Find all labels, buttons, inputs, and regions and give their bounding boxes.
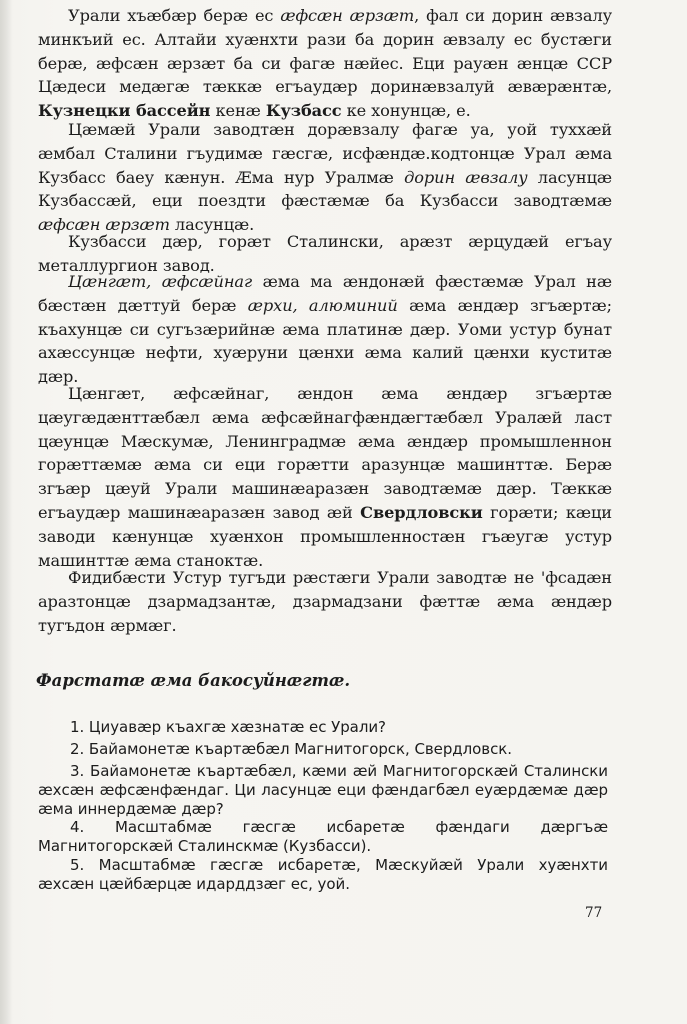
text-run: æма ма æндонæй фæстæмæ Урал нæ бæстæн дæттуй берæ bbox=[38, 272, 612, 315]
italic-term: æфсæн æрзæт bbox=[280, 6, 415, 25]
question-item: 2. Байамонетæ къартæбæл Магнитогорск, Свердловск. bbox=[70, 740, 513, 758]
text-run: Кузбасси дæр, горæт Сталински, арæзт æрцудæй егъау металлургион завод. bbox=[38, 232, 612, 275]
text-run: Цæнгæт, æфсæйнаг, æндон æма æндæр згъæртæ цæугæдæнттæбæл æма æфсæйнагфæндæгтæбæл Уралæй ласт цæунцæ Мæскумæ, Ленинградмæ æма æндæр промышленнон горæттæмæ æма си еци горæтти аразунцæ машинттæ. Берæ згъæр цæуй Урали машинæаразæн заводтæмæ дæр. Тæккæ егъаудæр машинæаразæн завод æй bbox=[38, 384, 612, 522]
text-run: Цæмæй Урали заводтæн дорæвзалу фагæ уа, уой туххæй æмбал Сталини гъудимæ гæсгæ, исфæндæ.кодтонцæ Урал æма Кузбасс баеу кæнун. Æма нур Уралмæ bbox=[38, 120, 612, 187]
paragraph bbox=[38, 118, 612, 237]
bold-term: Свердловски bbox=[360, 502, 483, 522]
paragraph bbox=[38, 270, 612, 389]
section-heading: Фарстатæ æма бакосуйнæгтæ. bbox=[36, 671, 351, 690]
bold-term: Кузбасс bbox=[265, 101, 342, 121]
text-run: кенæ bbox=[210, 101, 266, 121]
question-item: 1. Циуавæр къахгæ хæзнатæ ес Урали? bbox=[70, 718, 386, 736]
italic-term: æфсæн æрзæт bbox=[38, 215, 170, 235]
question-item: 3. Байамонетæ къартæбæл, кæми æй Магнитогорскæй Сталински æхсæн æфсæнфæндаг. Ци ласунцæ еци фæндагбæл еуæрдæмæ дæр æма иннердæмæ дæр? bbox=[38, 762, 608, 818]
page-number: 77 bbox=[585, 905, 603, 921]
question-item: 5. Масштабмæ гæсгæ исбаретæ, Мæскуйæй Урали хуæнхти æхсæн цæйбæрцæ идарддзæг ес, уой. bbox=[38, 856, 608, 893]
text-run: , фал си дорин æвзалу минкъий ес. Алтайи хуæнхти рази ба дорин æвзалу ес бустæги берæ, æфсæн æрзæт ба си фагæ нæйес. Еци рауæн æнцæ ССР Цæдеси медæгæ тæккæ егъаудæр доринæвзалуй æвæрæнтæ, bbox=[38, 6, 613, 97]
text-run: Урали хъæбæр берæ ес bbox=[68, 6, 281, 25]
text-run: æма æндæр згъæртæ; къахунцæ си сугъзæрийнæ æма платинæ дæр. Уоми устур бунат ахæссунцæ нефти, хуæруни цæнхи æма калий цæнхи куститæ дæр. bbox=[38, 295, 613, 387]
text-run: ласунцæ. bbox=[169, 215, 255, 235]
paragraph bbox=[38, 4, 612, 123]
text-run: ласунцæ Кузбассæй, еци поездти фæстæмæ ба Кузбасси заводтæмæ bbox=[38, 167, 612, 211]
paragraph bbox=[38, 382, 612, 572]
text-run: Фидибæсти Устур тугъди рæстæги Урали заводтæ не 'фсадæн аразтонцæ дзармадзантæ, дзармадзани фæттæ æма æндæр тугъдон æрмæг. bbox=[38, 568, 612, 635]
italic-term: Цæнгæт, æфсæйнаг bbox=[68, 272, 253, 291]
italic-term: æрхи, алюминий bbox=[247, 295, 398, 315]
bold-term: Кузнецки бассейн bbox=[38, 101, 211, 121]
gutter-shadow bbox=[0, 0, 12, 1024]
paragraph bbox=[38, 566, 612, 637]
italic-term: дорин æвзалу bbox=[404, 167, 528, 187]
text-run: горæти; кæци заводи кæнунцæ хуæнхон промышленностæн гъæугæ устур машинттæ æма станоктæ. bbox=[38, 502, 612, 570]
question-item: 4. Масштабмæ гæсгæ исбаретæ фæндаги дæргъæ Магнитогорскæй Сталинскмæ (Кузбасси). bbox=[38, 818, 608, 855]
text-run: ке хонунцæ, е. bbox=[341, 101, 471, 121]
